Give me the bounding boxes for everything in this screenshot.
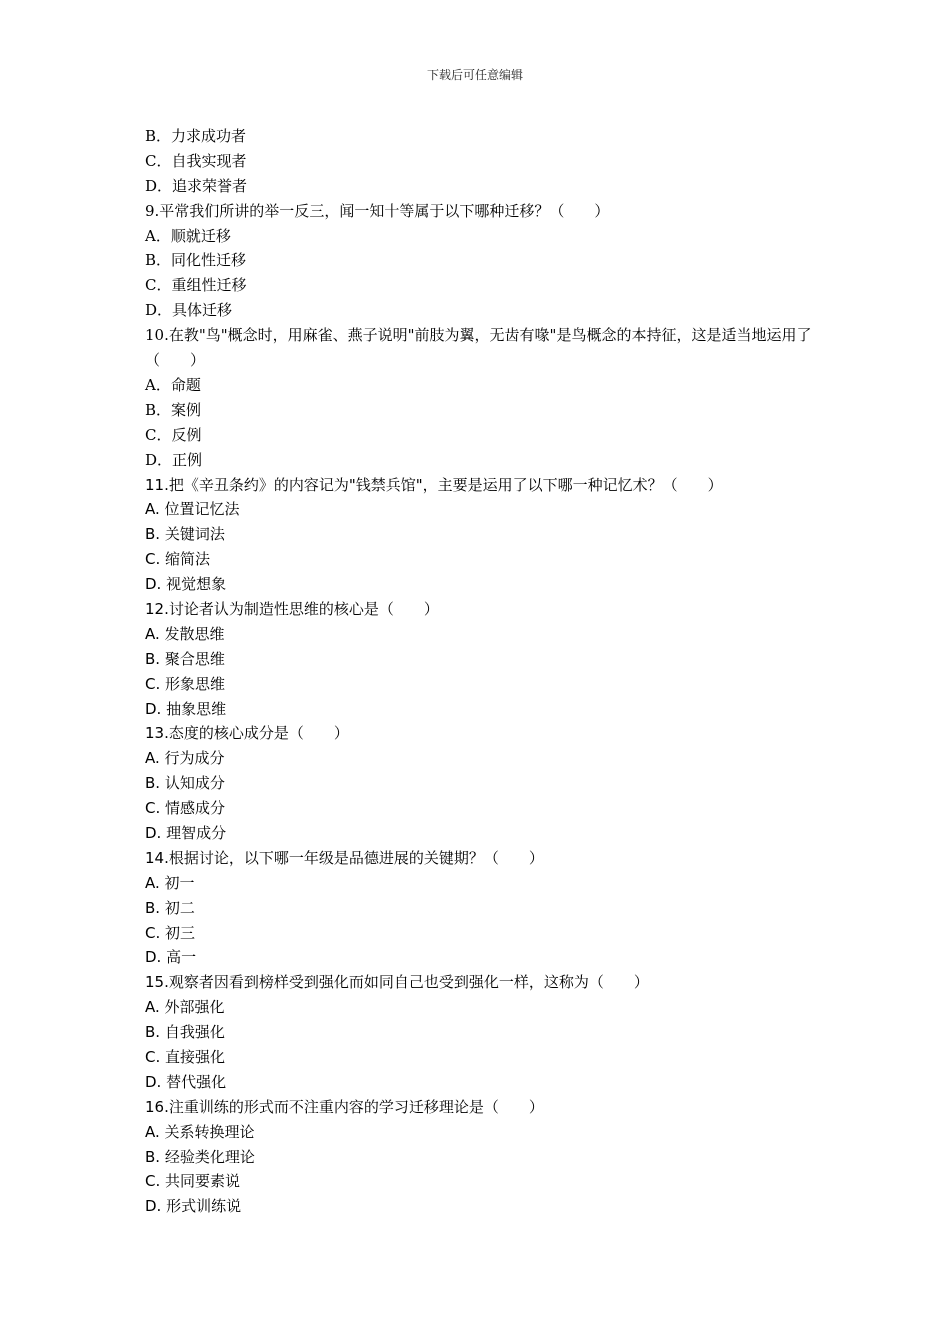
option-line: C. 共同要素说 xyxy=(145,1172,241,1191)
option-line: A. 位置记忆法 xyxy=(145,500,240,519)
option-line: D. 形式训练说 xyxy=(145,1197,242,1216)
question-14: 14.根据讨论，以下哪一年级是品德进展的关键期？（ ） xyxy=(145,848,544,867)
question-list xyxy=(145,124,815,1219)
option-line: C. 直接强化 xyxy=(145,1047,226,1066)
option-line: D．具体迁移 xyxy=(145,301,233,320)
question-9: 9.平常我们所讲的举一反三，闻一知十等属于以下哪种迁移？（ ） xyxy=(145,201,610,220)
option-line: B．同化性迁移 xyxy=(145,251,247,270)
option-line: A. 初一 xyxy=(145,873,195,892)
page-header: 下载后可任意编辑 xyxy=(426,68,523,82)
question-13: 13.态度的核心成分是（ ） xyxy=(145,724,349,743)
option-line: A. 关系转换理论 xyxy=(145,1122,255,1141)
option-line: D. 高一 xyxy=(145,948,197,967)
option-line: B. 关键词法 xyxy=(145,525,225,544)
question-15: 15.观察者因看到榜样受到强化而如同自己也受到强化一样，这称为（ ） xyxy=(145,973,649,992)
option-line: D. 视觉想象 xyxy=(145,575,227,594)
option-line: C．自我实现者 xyxy=(145,151,247,170)
option-line: C．重组性迁移 xyxy=(145,276,247,295)
question-11: 11.把《辛丑条约》的内容记为"钱禁兵馆"，主要是运用了以下哪一种记忆术？（ ） xyxy=(145,475,723,494)
option-line: A. 外部强化 xyxy=(145,998,225,1017)
option-line: C．反例 xyxy=(145,425,202,444)
option-line: A. 发散思维 xyxy=(145,624,225,643)
option-line: C. 初三 xyxy=(145,923,196,942)
option-line: B. 自我强化 xyxy=(145,1023,225,1042)
option-line: B. 经验类化理论 xyxy=(145,1147,255,1166)
option-line: D．正例 xyxy=(145,450,203,469)
option-line: B．案例 xyxy=(145,400,202,419)
option-line: D. 理智成分 xyxy=(145,823,227,842)
option-line: B. 认知成分 xyxy=(145,774,225,793)
option-line: B. 聚合思维 xyxy=(145,649,225,668)
option-line: A．命题 xyxy=(145,375,201,394)
option-line: C. 形象思维 xyxy=(145,674,226,693)
option-line: C. 情感成分 xyxy=(145,799,226,818)
option-line: A．顺就迁移 xyxy=(145,226,231,245)
option-line: D. 替代强化 xyxy=(145,1072,227,1091)
option-line: B．力求成功者 xyxy=(145,127,247,145)
option-line: A. 行为成分 xyxy=(145,749,225,768)
option-line: D．追求荣誉者 xyxy=(145,176,248,195)
option-line: B. 初二 xyxy=(145,898,195,917)
question-16: 16.注重训练的形式而不注重内容的学习迁移理论是（ ） xyxy=(145,1097,544,1116)
question-10: 10.在教"鸟"概念时，用麻雀、燕子说明"前肢为翼，无齿有喙"是鸟概念的本持征，这是适当地运用了（ ） xyxy=(145,326,812,370)
option-line: D. 抽象思维 xyxy=(145,699,227,718)
question-12: 12.讨论者认为制造性思维的核心是（ ） xyxy=(145,599,439,618)
option-line: C. 缩简法 xyxy=(145,550,211,569)
